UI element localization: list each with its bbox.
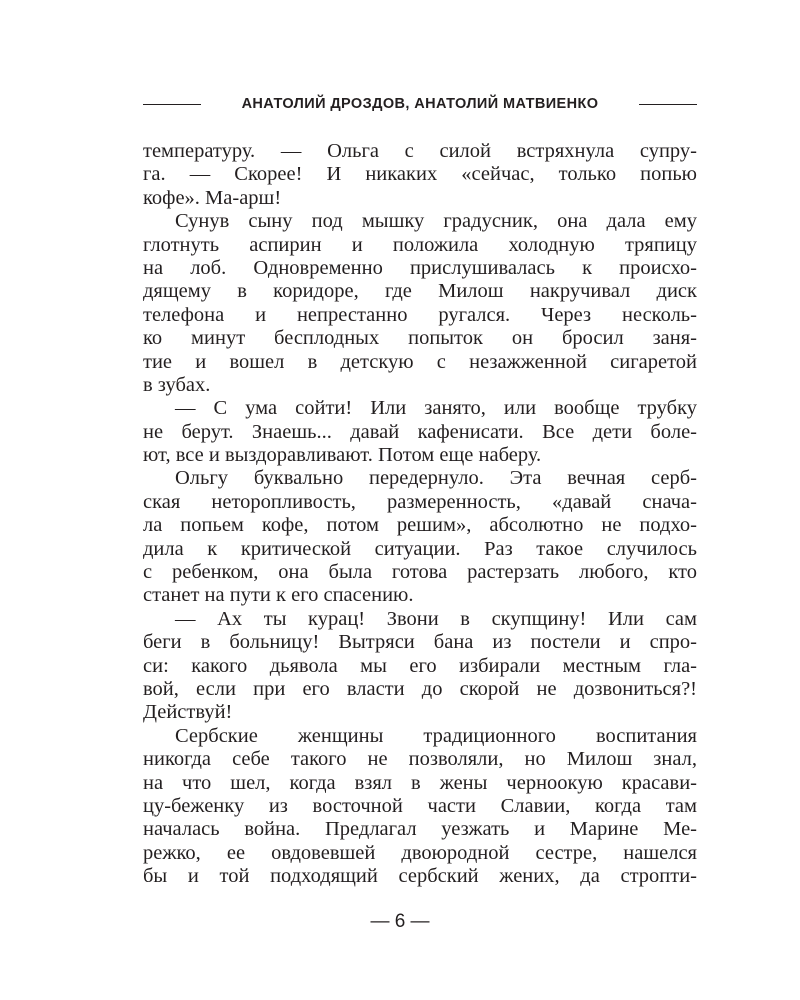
text-line: беги в больницу! Вытряси бана из постели и спро-	[143, 631, 697, 654]
text-line: цу-беженку из восточной части Славии, когда там	[143, 794, 697, 817]
text-line: телефона и непрестанно ругался. Через несколь-	[143, 303, 697, 326]
text-line: тие и вошел в детскую с незажженной сигаретой	[143, 350, 697, 373]
header-rule-right	[639, 104, 697, 105]
text-line: бы и той подходящий сербский жених, да стропти-	[143, 865, 697, 888]
text-line: Сербские женщины традиционного воспитания	[175, 724, 697, 747]
text-line: началась война. Предлагал уезжать и Марине Ме-	[143, 818, 697, 841]
text-line: глотнуть аспирин и положила холодную тряпицу	[143, 233, 697, 256]
text-line: на что шел, когда взял в жены черноокую красави-	[143, 771, 697, 794]
text-line: в зубах.	[143, 373, 211, 396]
text-line: никогда себе такого не позволяли, но Милош знал,	[143, 748, 697, 771]
text-line: не берут. Знаешь... давай кафенисати. Все дети боле-	[143, 420, 697, 443]
text-line: станет на пути к его спасению.	[143, 584, 414, 607]
text-line: на лоб. Одновременно прислушивалась к происхо-	[143, 256, 697, 279]
text-line: Действуй!	[143, 701, 233, 724]
text-line: дящему в коридоре, где Милош накручивал диск	[143, 280, 697, 303]
text-line: с ребенком, она была готова растерзать любого, кто	[143, 561, 697, 584]
text-line: кофе». Ма-арш!	[143, 186, 282, 209]
text-line: Сунув сыну под мышку градусник, она дала ему	[175, 210, 697, 233]
page-footer	[0, 910, 800, 934]
text-line: температуру. — Ольга с силой встряхнула супру-	[143, 140, 697, 162]
text-line: вой, если при его власти до скорой не дозвониться?!	[143, 677, 697, 700]
text-line: ют, все и выздоравливают. Потом еще наберу.	[143, 444, 542, 467]
text-line: га. — Скорее! И никаких «сейчас, только попью	[143, 163, 697, 186]
text-line: ла попьем кофе, потом решим», абсолютно не подхо-	[143, 514, 697, 537]
text-line: си: какого дьявола мы его избирали местным гла-	[143, 654, 697, 677]
text-line: — Ах ты курац! Звони в скупщину! Или сам	[175, 607, 697, 630]
text-line: Ольгу буквально передернуло. Эта вечная серб-	[175, 467, 697, 490]
header-rule-left	[143, 104, 201, 105]
header-author-title: АНАТОЛИЙ ДРОЗДОВ, АНАТОЛИЙ МАТВИЕНКО	[241, 96, 599, 112]
page-number: — 6 —	[370, 911, 430, 932]
text-line: дила к критической ситуации. Раз такое случилось	[143, 537, 697, 560]
body-text	[143, 140, 697, 889]
text-line: — С ума сойти! Или занято, или вообще трубку	[175, 397, 697, 420]
running-header	[143, 92, 697, 116]
text-line: ко минут бесплодных попыток он бросил заня-	[143, 327, 697, 350]
text-line: ская неторопливость, размеренность, «давай снача-	[143, 490, 697, 513]
text-line: режко, ее овдовевшей двоюродной сестре, нашелся	[143, 841, 697, 864]
